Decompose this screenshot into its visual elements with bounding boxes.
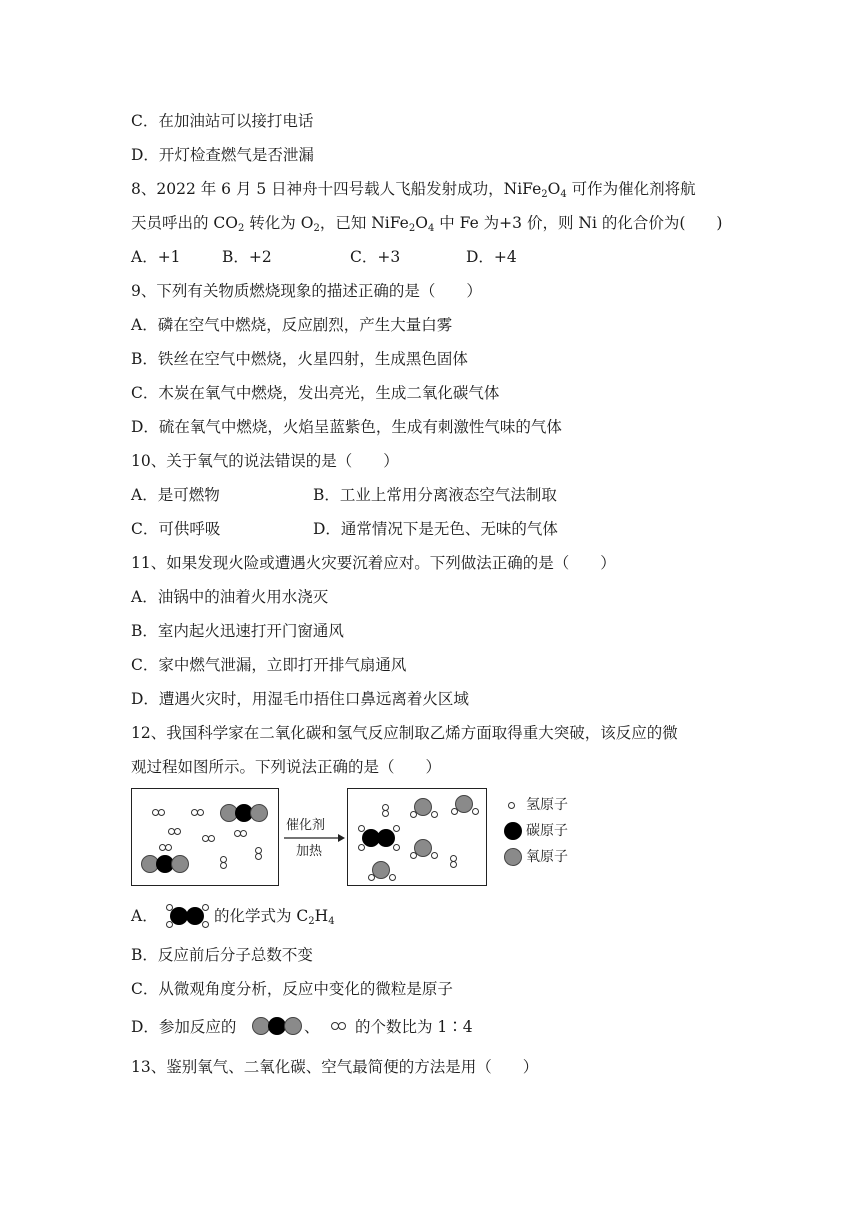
q12-option-a-text: 的化学式为 $C_2H_4$ (214, 907, 335, 927)
q12-stem-line2: 观过程如图所示。下列说法正确的是（ ） (131, 758, 442, 776)
q12-option-b: B．反应前后分子总数不变 (131, 946, 313, 964)
q7-option-d: D．开灯检查燃气是否泄漏 (131, 146, 314, 164)
hydrogen-atom-icon (508, 802, 515, 809)
q8-option-d: D．+4 (466, 248, 517, 266)
q10-option-c: C．可供呼吸 (131, 520, 221, 538)
q8-option-b: B．+2 (222, 248, 272, 266)
q12-stem-line1: 12、我国科学家在二氧化碳和氢气反应制取乙烯方面取得重大突破，该反应的微 (131, 724, 678, 742)
arrow-condition-top: 催化剂 (286, 818, 326, 833)
reaction-arrow (282, 833, 346, 843)
q9-stem: 9、下列有关物质燃烧现象的描述正确的是（ ） (131, 282, 482, 300)
q10-option-b: B．工业上常用分离液态空气法制取 (313, 486, 557, 504)
q7-option-c: C．在加油站可以接打电话 (131, 112, 314, 130)
q12-option-a-prefix: A． (131, 907, 158, 925)
q9-option-a: A．磷在空气中燃烧，反应剧烈，产生大量白雾 (131, 316, 453, 334)
carbon-atom-icon (504, 822, 522, 840)
q12-option-d-suffix: 的个数比为 1∶4 (355, 1018, 473, 1036)
q8-stem-line1: 8、2022 年 6 月 5 日神舟十四号载人飞船发射成功，$NiFe_2O_4$ 可作为催化剂将航 (131, 180, 696, 200)
q10-option-d: D．通常情况下是无色、无味的气体 (313, 520, 558, 538)
q8-option-c: C．+3 (350, 248, 401, 266)
q8-stem-line2: 天员呼出的 $CO_2$ 转化为 $O_2$，已知 $NiFe_2O_4$ 中 Fe 为+3 价，则 Ni 的化合价为( ) (131, 214, 723, 234)
legend-carbon-label: 碳原子 (526, 823, 568, 839)
q10-option-a: A．是可燃物 (131, 486, 220, 504)
q9-option-d: D．硫在氧气中燃烧，火焰呈蓝紫色，生成有刺激性气味的气体 (131, 418, 562, 436)
q10-stem: 10、关于氧气的说法错误的是（ ） (131, 452, 399, 470)
q11-option-b: B．室内起火迅速打开门窗通风 (131, 622, 344, 640)
q12-option-d-separator: 、 (304, 1018, 320, 1036)
reactants-box (131, 788, 279, 886)
h2-molecule-icon (329, 1021, 351, 1031)
q11-option-c: C．家中燃气泄漏，立即打开排气扇通风 (131, 656, 407, 674)
q8-option-a: A．+1 (131, 248, 181, 266)
co2-molecule-icon (250, 1015, 304, 1037)
q11-option-d: D．遭遇火灾时，用湿毛巾捂住口鼻远离着火区域 (131, 690, 469, 708)
q12-option-d-prefix: D．参加反应的 (131, 1018, 237, 1036)
legend-hydrogen-label: 氢原子 (526, 797, 568, 813)
q11-stem: 11、如果发现火险或遭遇火灾要沉着应对。下列做法正确的是（ ） (131, 554, 616, 572)
legend-oxygen-label: 氧原子 (526, 849, 568, 865)
oxygen-atom-icon (504, 848, 522, 866)
q12-option-c: C．从微观角度分析，反应中变化的微粒是原子 (131, 980, 453, 998)
q9-option-c: C．木炭在氧气中燃烧，发出亮光，生成二氧化碳气体 (131, 384, 500, 402)
products-box (347, 788, 487, 886)
arrow-condition-bottom: 加热 (296, 844, 323, 859)
q13-stem: 13、鉴别氧气、二氧化碳、空气最简便的方法是用（ ） (131, 1058, 539, 1076)
c2h4-molecule-icon (164, 903, 212, 929)
q11-option-a: A．油锅中的油着火用水浇灭 (131, 588, 329, 606)
q9-option-b: B．铁丝在空气中燃烧，火星四射，生成黑色固体 (131, 350, 468, 368)
